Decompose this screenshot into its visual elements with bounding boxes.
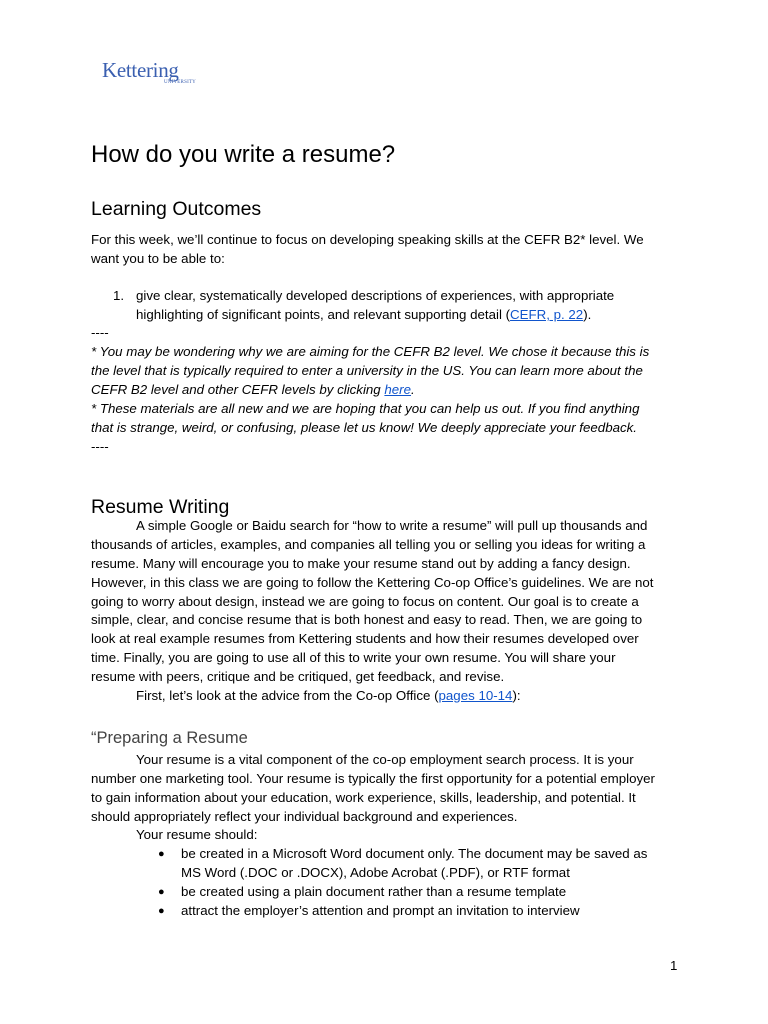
rw-line: resume with peers, critique and be critiqued, get feedback, and revise. [91, 669, 505, 684]
rw-line: going to worry about design, instead we are going to focus on content. Our goal is to create a [91, 594, 639, 609]
separator-top: ---- [91, 325, 109, 340]
preparing-heading: “Preparing a Resume [91, 729, 248, 747]
rw-line: time. Finally, you are going to use all of this to write your own resume. You will share your [91, 650, 616, 665]
pages-link[interactable]: pages 10-14 [438, 688, 513, 703]
bullet-item-cont: MS Word (.DOC or .DOCX), Adobe Acrobat (.PDF), or RTF format [181, 865, 570, 880]
note1-line-1: * You may be wondering why we are aiming for the CEFR B2 level. We chose it because this is [91, 344, 650, 359]
rw-line: look at real example resumes from Kettering students and how their resumes developed over [91, 631, 639, 646]
note2-line-2: that is strange, weird, or confusing, please let us know! We deeply appreciate your feedback. [91, 420, 637, 435]
bullet-dot: ● [158, 905, 165, 917]
outcome-line-2: highlighting of significant points, and relevant supporting detail (CEFR, p. 22). [136, 307, 592, 322]
bullet-item: attract the employer’s attention and prompt an invitation to interview [181, 903, 580, 918]
prep-line: to gain information about your education, work experience, skills, leadership, and potential. It [91, 790, 636, 805]
note1-line-3: CEFR B2 level and other CEFR levels by clicking here. [91, 382, 415, 397]
prep-line: should appropriately reflect your individual background and experiences. [91, 809, 518, 824]
rw-first-line: First, let’s look at the advice from the Co-op Office (pages 10-14): [136, 688, 521, 703]
prep-should: Your resume should: [136, 827, 258, 842]
resume-writing-heading: Resume Writing [91, 496, 230, 518]
rw-line: thousands of articles, examples, and companies all telling you or selling you ideas for writing a [91, 537, 646, 552]
learning-outcomes-heading: Learning Outcomes [91, 198, 262, 220]
rw-line: However, in this class we are going to follow the Kettering Co-op Office’s guidelines. We are not [91, 575, 654, 590]
bullet-dot: ● [158, 848, 165, 860]
list-number: 1. [113, 288, 125, 303]
prep-line: number one marketing tool. Your resume is typically the first opportunity for a potential employer [91, 771, 655, 786]
note1-line-2: the level that is typically required to enter a university in the US. You can learn more about the [91, 363, 643, 378]
note2-line-1: * These materials are all new and we are hoping that you can help us out. If you find anything [91, 401, 640, 416]
page-number: 1 [670, 958, 678, 973]
logo-text: Kettering [102, 58, 179, 82]
kettering-logo [102, 58, 196, 85]
bullet-item: be created using a plain document rather than a resume template [181, 884, 567, 899]
intro-line-1: For this week, we’ll continue to focus on developing speaking skills at the CEFR B2* level. We [91, 232, 644, 247]
page-title: How do you write a resume? [91, 141, 396, 168]
logo-subtext: UNIVERSITY [164, 80, 196, 85]
bullet-dot: ● [158, 886, 165, 898]
here-link[interactable]: here [384, 382, 412, 397]
intro-line-2: want you to be able to: [91, 251, 225, 266]
rw-line: simple, clear, and concise resume that is both honest and easy to read. Then, we are going to [91, 612, 643, 627]
cefr-link[interactable]: CEFR, p. 22 [510, 307, 584, 322]
bullet-item: be created in a Microsoft Word document only. The document may be saved as [181, 846, 648, 861]
rw-line: A simple Google or Baidu search for “how to write a resume” will pull up thousands and [136, 518, 648, 533]
separator-bottom: ---- [91, 439, 109, 454]
outcome-line-1: give clear, systematically developed descriptions of experiences, with appropriate [136, 288, 615, 303]
rw-line: resume. Many will encourage you to make your resume stand out by adding a fancy design. [91, 556, 631, 571]
prep-line: Your resume is a vital component of the co-op employment search process. It is your [136, 752, 634, 767]
